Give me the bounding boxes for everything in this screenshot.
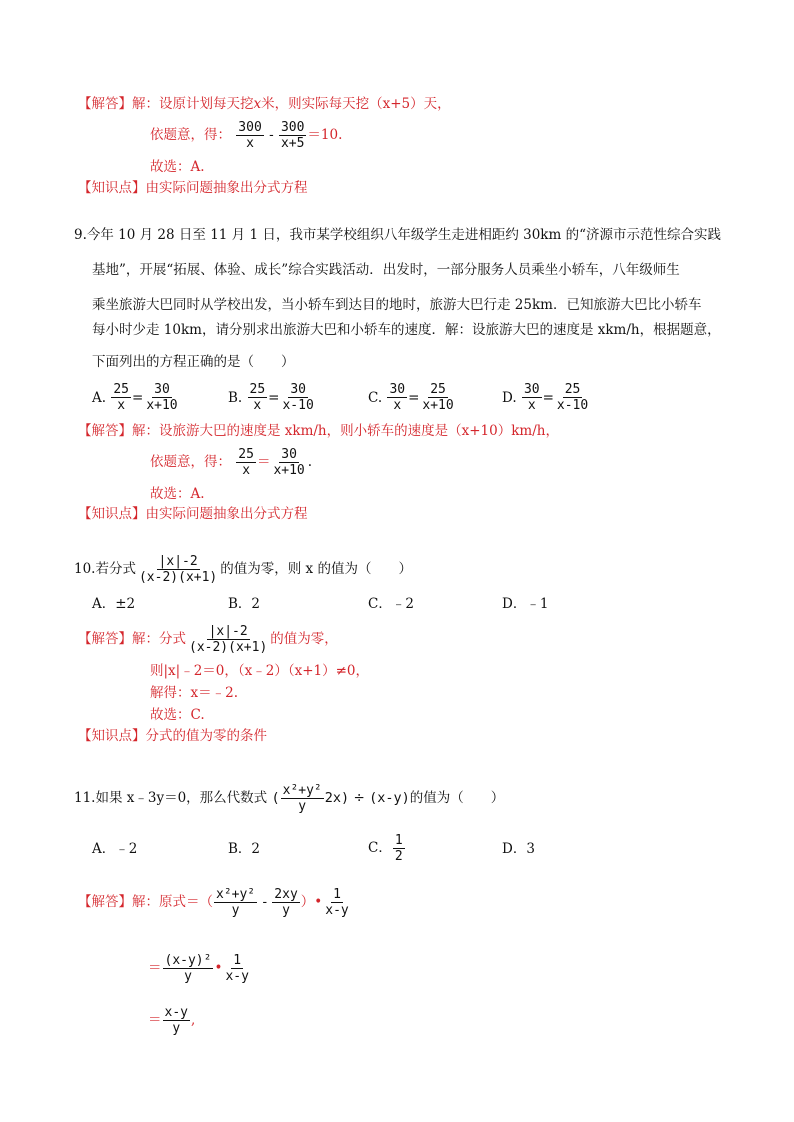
q10-option-b[interactable]: B．2: [228, 596, 261, 612]
fraction: $\frac{300}{x}$: [238, 120, 262, 151]
q9-stem-line: 下面列出的方程正确的是（ ）: [92, 354, 295, 370]
equation-tail: ＝10.: [307, 127, 343, 143]
q11-answer-line: [78, 884, 352, 920]
fraction: $\frac{\text{x²+y²}}{y}$: [282, 783, 322, 814]
equals: =: [268, 389, 280, 406]
kp-tag: 【知识点】: [78, 728, 146, 744]
q9-option-c[interactable]: [368, 382, 457, 413]
q9-option-a[interactable]: [92, 382, 181, 413]
answer-tag: 【解答】: [78, 894, 132, 910]
fraction: $\frac{1}{x-y}$: [225, 953, 249, 984]
fraction: $\frac{|x|-2}{(x-2)(x+1)}$: [189, 624, 268, 655]
paren: (: [271, 790, 280, 806]
answer-tag: 【解答】: [78, 423, 132, 439]
q8-answer-line: [78, 94, 451, 114]
q9-stem-line: 乘坐旅游大巴同时从学校出发，当小轿车到达目的地时，旅游大巴行走 25km．已知旅游大巴比小轿车: [92, 297, 702, 313]
q10-knowledge-point: [78, 726, 267, 746]
q10-answer-line3: 解得：x＝﹣2.: [150, 685, 238, 701]
q10-choose: 故选：C.: [150, 707, 205, 723]
option-label: B.: [228, 389, 243, 406]
comma: ,: [190, 1012, 196, 1028]
dot-sign: •: [214, 960, 223, 976]
equals: =: [542, 389, 554, 406]
fraction: $\frac{30}{x+10}$: [146, 382, 178, 413]
q9-stem-line: 每小时少走 10km，请分别求出旅游大巴和小轿车的速度．解：设旅游大巴的速度是 xkm/h，根据题意，: [92, 322, 721, 338]
q9-knowledge-point: [78, 504, 308, 524]
answer-text: 解：原式＝（: [132, 894, 213, 910]
var-x: x: [253, 96, 262, 112]
answer-text: 的值为零，: [270, 631, 338, 647]
stem-text: 10.若分式: [74, 561, 136, 577]
answer-text: 解：设旅游大巴的速度是 xkm/h，则小轿车的速度是（x+10）km/h，: [132, 423, 559, 439]
expr-divisor: (x-y): [369, 790, 410, 806]
basis-label: 依题意，得：: [150, 127, 231, 143]
fraction: $\frac{30}{x-10}$: [282, 382, 314, 413]
answer-tag: 【解答】: [78, 631, 132, 647]
fraction: $\frac{25}{x-10}$: [556, 382, 589, 413]
q10-option-c[interactable]: C．﹣2: [368, 596, 414, 612]
equals: ＝: [148, 960, 162, 976]
period: .: [307, 454, 313, 470]
fraction: $\frac{1}{2}$: [394, 833, 403, 864]
fraction: $\frac{2xy}{y}$: [274, 887, 298, 918]
answer-tag: 【解答】: [78, 96, 132, 112]
q9-option-d[interactable]: [502, 382, 591, 413]
q10-answer-line: [78, 622, 338, 656]
equals: ＝: [148, 1012, 162, 1028]
fraction: $\frac{25}{x}$: [249, 382, 266, 413]
minus-sign: -: [269, 127, 274, 143]
fraction: $\frac{25}{x}$: [238, 447, 254, 478]
fraction: $\frac{\text{x²+y²}}{y}$: [216, 887, 256, 918]
option-label: D.: [502, 389, 517, 406]
option-label: C.: [368, 389, 383, 406]
basis-label: 依题意，得：: [150, 454, 231, 470]
q10-answer-line2: 则|x|﹣2＝0，（x﹣2）（x+1）≠0，: [150, 663, 370, 679]
q9-option-b[interactable]: [228, 382, 317, 413]
minus-sign: -: [262, 894, 267, 910]
fraction: $\frac{\text{(x-y)²}}{y}$: [164, 953, 212, 984]
q8-knowledge-point: [78, 178, 308, 198]
fraction: $\frac{25}{x}$: [113, 382, 129, 413]
q11-step3: [148, 1002, 195, 1038]
fraction: $\frac{300}{x+5}$: [280, 120, 305, 151]
q11-step2: [148, 950, 252, 986]
fraction: $\frac{1}{x-y}$: [325, 887, 349, 918]
fraction: $\frac{30}{x}$: [389, 382, 406, 413]
expr-tail: 2x): [324, 790, 350, 806]
option-label: C．: [368, 840, 392, 856]
fraction: $\frac{30}{x}$: [523, 382, 540, 413]
paren: ）: [300, 894, 315, 910]
fraction: $\frac{|x|-2}{(x-2)(x+1)}$: [138, 554, 218, 585]
answer-text: 解：设原计划每天挖: [132, 96, 254, 112]
fraction: $\frac{30}{x+10}$: [273, 447, 305, 478]
answer-text-b: 米，则实际每天挖（x+5）天，: [261, 96, 451, 112]
kp-tag: 【知识点】: [78, 180, 146, 196]
equals: ＝: [256, 454, 271, 470]
q10-option-a[interactable]: A．±2: [92, 596, 136, 612]
q8-equation: [150, 118, 342, 152]
equals: =: [408, 389, 420, 406]
q11-option-d[interactable]: D．3: [502, 841, 535, 857]
option-label: A.: [92, 389, 107, 406]
equals: =: [132, 389, 144, 406]
q10-stem: [74, 552, 412, 586]
q8-choose: 故选：A.: [150, 159, 205, 175]
q9-stem-line: 基地”，开展“拓展、体验、成长”综合实践活动．出发时，一部分服务人员乘坐小轿车，八年级师生: [92, 262, 680, 278]
q11-option-c[interactable]: [368, 830, 406, 866]
stem-text: 的值为零，则 x 的值为（ ）: [220, 561, 412, 577]
kp-tag: 【知识点】: [78, 506, 146, 522]
answer-text: 解：分式: [132, 631, 186, 647]
q9-answer-line: [78, 421, 559, 441]
stem-text: 11.如果 x﹣3y＝0，那么代数式: [74, 790, 268, 806]
kp-text: 分式的值为零的条件: [145, 728, 267, 744]
divide-sign: ÷: [353, 790, 365, 806]
q9-stem-line: 9.今年 10 月 28 日至 11 月 1 日，我市某学校组织八年级学生走进相距约 30km 的“济源市示范性综合实践: [74, 227, 721, 243]
kp-text: 由实际问题抽象出分式方程: [145, 180, 308, 196]
q11-stem: [74, 780, 504, 816]
q9-choose: 故选：A.: [150, 486, 205, 502]
q10-option-d[interactable]: D．﹣1: [502, 596, 549, 612]
fraction: $\frac{x-y}{y}$: [164, 1005, 188, 1036]
q9-equation: [150, 445, 312, 479]
stem-text: 的值为（ ）: [409, 790, 505, 806]
q11-option-a[interactable]: A．﹣2: [92, 841, 138, 857]
fraction: $\frac{25}{x+10}$: [422, 382, 454, 413]
dot-sign: •: [314, 894, 323, 910]
kp-text: 由实际问题抽象出分式方程: [145, 506, 308, 522]
q11-option-b[interactable]: B．2: [228, 841, 261, 857]
